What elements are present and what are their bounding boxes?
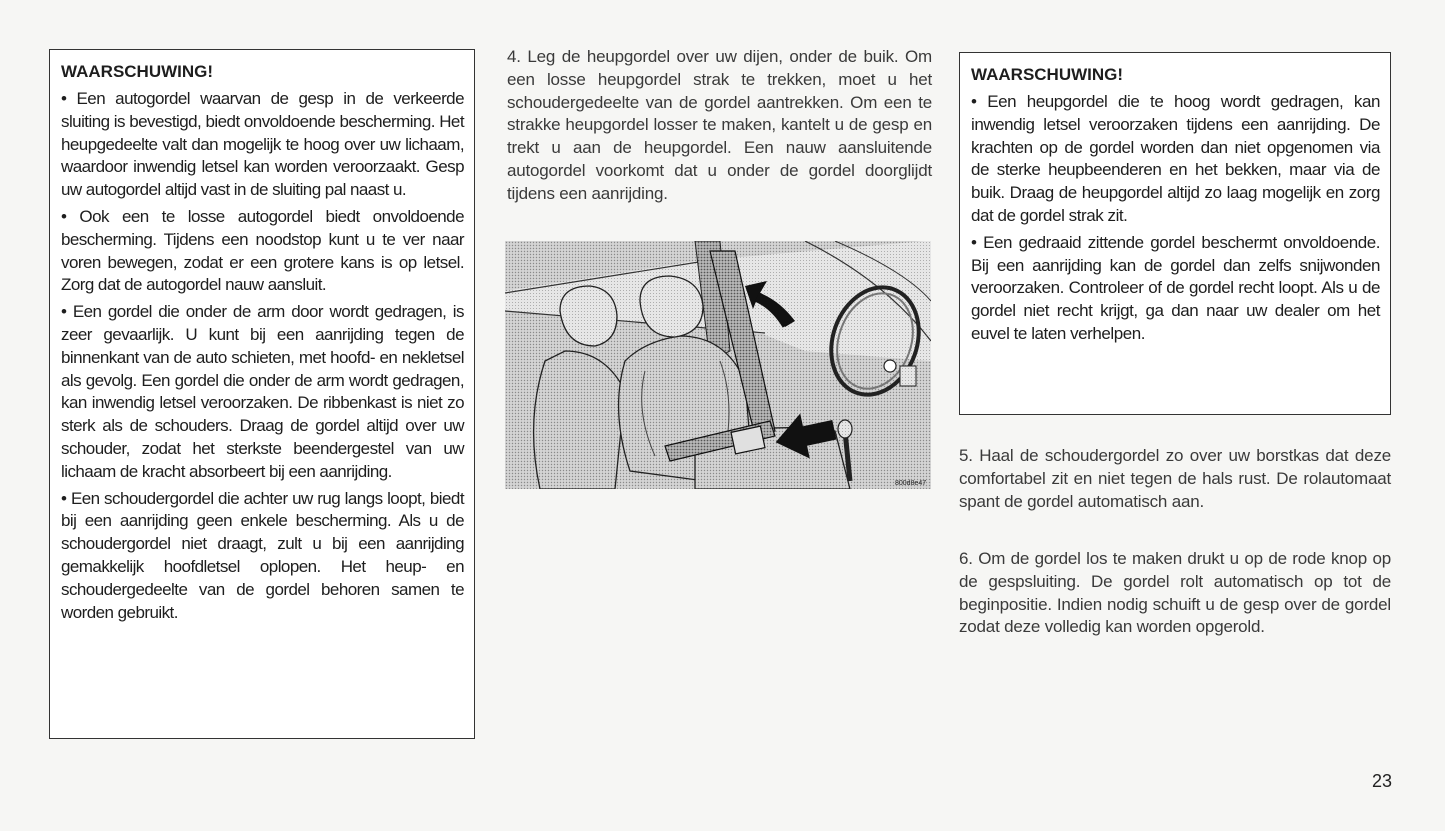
step-6-text: 6. Om de gordel los te maken drukt u op de rode knop op de gespsluiting. De gordel rolt automatisch op tot de beginpositie. Indien nodig schuift u de gesp over de gordel zodat deze volledig kan worden opgerold.	[959, 549, 1391, 637]
step-4-text: 4. Leg de heupgordel over uw dijen, onder de buik. Om een losse heupgordel strak te trekken, moet u het schoudergedeelte van de gordel aantrekken. Om een te strakke heupgordel losser te maken, kantelt u de gesp en trekt u aan de heupgordel. Een nauw aansluitende autogordel voorkomt dat u onder de gordel doorglijdt tijdens een aanrijding.	[507, 47, 932, 203]
warning-box-right	[959, 52, 1391, 415]
warning-bullet-text: Een heupgordel die te hoog wordt gedragen, kan inwendig letsel veroorzaken tijdens een aanrijding. De krachten op de gordel worden dan niet opgenomen via de sterke heupbeenderen en het bekken, maar via de buik. Draag de heupgordel altijd zo laag mogelijk en zorg dat de gordel strak zit.	[971, 92, 1380, 225]
warning-bullet-text: Een autogordel waarvan de gesp in de verkeerde sluiting is bevestigd, biedt onvoldoende bescherming. Het heupgedeelte valt dan mogelijk te hoog over uw lichaam, waardoor inwendig letsel kan worden veroorzaakt. Gesp uw autogordel altijd vast in de sluiting pal naast u.	[61, 89, 464, 200]
seatbelt-illustration	[505, 241, 931, 489]
warning-title: WAARSCHUWING!	[61, 62, 214, 81]
bullet-dot-icon: •	[61, 206, 67, 226]
warning-bullet-text: Een gordel die onder de arm door wordt gedragen, is zeer gevaarlijk. U kunt bij een aanrijding tegen de binnenkant van de auto schieten, met hoofd- en nekletsel als gevolg. Een gordel die onder de arm wordt gedragen, kan inwendig letsel veroorzaken. De ribbenkast is niet zo sterk als de schouders. Draag de gordel altijd over uw schouder, zodat het sterkste beendergestel van uw lichaam de kracht absorbeert bij een aanrijding.	[61, 302, 464, 481]
warning-bullet	[61, 88, 464, 202]
bullet-dot-icon: •	[971, 92, 977, 111]
warning-bullet-text: Ook een te losse autogordel biedt onvoldoende bescherming. Tijdens een noodstop kunt u te ver naar voren bewegen, zodat er een grotere kans is op letsel. Zorg dat de autogordel nauw aansluit.	[61, 206, 464, 295]
warning-box-left	[49, 49, 475, 739]
warning-bullet	[61, 488, 464, 625]
warning-bullet-text: Een schoudergordel die achter uw rug langs loopt, biedt bij een aanrijding geen enkele bescherming. Als u de schoudergordel niet draagt, zult u bij een aanrijding gemakkelijk hoofdletsel oplopen. Het heup- en schoudergedeelte van de gordel behoren samen te worden gebruikt.	[61, 488, 464, 622]
illustration-code: 800d8e47	[895, 480, 927, 487]
bullet-dot-icon: •	[61, 488, 67, 508]
warning-bullet	[61, 206, 464, 297]
bullet-dot-icon: •	[61, 89, 67, 108]
warning-bullet	[971, 232, 1380, 346]
bullet-dot-icon: •	[61, 302, 67, 322]
step-5-text: 5. Haal de schoudergordel zo over uw borstkas dat deze comfortabel zit en niet tegen de hals rust. De rolautomaat spant de gordel automatisch aan.	[959, 446, 1391, 511]
warning-bullet	[61, 301, 464, 483]
warning-bullet-text: Een gedraaid zittende gordel beschermt onvoldoende. Bij een aanrijding kan de gordel dan zelfs snijwonden veroorzaken. Controleer of de gordel recht loopt. Als u de gordel niet recht krijgt, ga dan naar uw dealer om het euvel te laten verhelpen.	[971, 232, 1380, 343]
page-number: 23	[1371, 771, 1392, 791]
warning-bullet	[971, 91, 1380, 228]
warning-title: WAARSCHUWING!	[971, 65, 1124, 84]
bullet-dot-icon: •	[971, 232, 977, 252]
